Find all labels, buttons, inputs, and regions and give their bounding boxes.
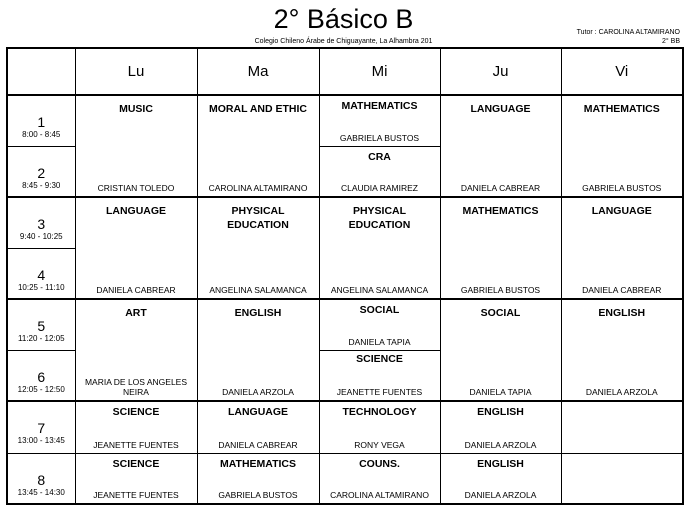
class-cell: [197, 197, 319, 299]
teacher-name: GABRIELA BUSTOS: [582, 183, 662, 193]
class-cell: [75, 95, 197, 197]
period-number: 8: [37, 471, 46, 488]
teacher-name: GABRIELA BUSTOS: [218, 490, 298, 500]
period-label-4: [7, 248, 75, 299]
class-cell: [75, 401, 197, 453]
subject-name: LANGUAGE: [227, 406, 289, 418]
period-time: 13:00 - 13:45: [17, 436, 65, 445]
period-row-5: [7, 299, 683, 350]
teacher-name: CAROLINA ALTAMIRANO: [330, 490, 429, 500]
class-cell: [440, 401, 561, 453]
teacher-name: DANIELA TAPIA: [469, 387, 532, 397]
subject-name: MORAL AND ETHIC: [209, 103, 307, 115]
day-header-row: [7, 48, 683, 95]
period-number: 7: [37, 420, 46, 436]
day-header-lu: Lu: [75, 48, 197, 95]
subject-name: LANGUAGE: [105, 205, 167, 217]
class-cell: [75, 299, 197, 401]
teacher-name: DANIELA CABREAR: [460, 183, 541, 193]
class-cell: [319, 401, 440, 453]
teacher-name: DANIELA CABREAR: [582, 285, 662, 295]
class-cell: [197, 453, 319, 504]
class-cell: [319, 453, 440, 504]
period-time: 13:45 - 14:30: [17, 487, 65, 497]
school-name: Colegio Chileno Árabe de Chiguayante, La Alhambra 201: [254, 38, 433, 45]
period-row-3: [7, 197, 683, 248]
teacher-name: JEANETTE FUENTES: [336, 387, 423, 397]
subject-name: TECHNOLOGY: [342, 406, 417, 418]
empty-cell: [561, 453, 683, 504]
day-header-mi: Mi: [319, 48, 440, 95]
class-cell: [319, 299, 440, 350]
teacher-name: DANIELA CABREAR: [96, 285, 176, 295]
teacher-name: DANIELA CABREAR: [218, 439, 298, 450]
subject-name: MATHEMATICS: [462, 205, 539, 217]
class-cell: [197, 401, 319, 453]
day-header-ju: Ju: [440, 48, 561, 95]
teacher-name: CRISTIAN TOLEDO: [97, 183, 175, 193]
period-number: 3: [37, 216, 46, 232]
teacher-name: DANIELA ARZOLA: [464, 439, 537, 450]
subject-name: SOCIAL: [480, 307, 521, 319]
teacher-name: GABRIELA BUSTOS: [460, 285, 541, 295]
period-number: 6: [37, 368, 46, 385]
day-header-vi: Vi: [561, 48, 683, 95]
teacher-name: DANIELA TAPIA: [348, 336, 411, 347]
subject-name: ENGLISH: [234, 307, 282, 319]
subject-name: ENGLISH: [477, 457, 524, 470]
period-label-8: [7, 453, 75, 504]
timetable: [6, 47, 684, 505]
schedule-title: 2° Básico B: [273, 4, 414, 34]
subject-name: LANGUAGE: [591, 205, 652, 217]
subject-name: MATHEMATICS: [583, 103, 660, 115]
period-number: 5: [37, 318, 46, 334]
period-number: 4: [37, 266, 46, 283]
period-row-1: [7, 95, 683, 146]
period-label-2: [7, 146, 75, 197]
day-header-ma: Ma: [197, 48, 319, 95]
subject-name: ENGLISH: [598, 307, 646, 319]
period-time: 9:40 - 10:25: [19, 232, 63, 241]
period-time: 8:00 - 8:45: [22, 130, 61, 139]
period-number: 1: [37, 114, 46, 130]
subject-name: MATHEMATICS: [219, 457, 297, 470]
period-time: 10:25 - 11:10: [17, 282, 65, 292]
class-cell: [440, 299, 561, 401]
teacher-name: GABRIELA BUSTOS: [339, 132, 420, 143]
teacher-name: JEANETTE FUENTES: [93, 490, 179, 500]
class-cell: [440, 453, 561, 504]
teacher-name: DANIELA ARZOLA: [585, 387, 658, 397]
tutor-info: [540, 28, 680, 46]
period-row-7: [7, 401, 683, 453]
teacher-name: MARIA DE LOS ANGELES NEIRA: [84, 377, 188, 397]
subject-name: ENGLISH: [477, 406, 524, 418]
teacher-name: DANIELA ARZOLA: [464, 490, 537, 500]
subject-name: SCIENCE: [112, 457, 160, 470]
class-cell: [440, 197, 561, 299]
class-cell: [561, 95, 683, 197]
subject-name: SCIENCE: [356, 352, 403, 365]
teacher-name: CAROLINA ALTAMIRANO: [208, 183, 308, 193]
subject-name: ART: [125, 307, 147, 319]
teacher-name: ANGELINA SALAMANCA: [330, 285, 429, 295]
period-time: 12:05 - 12:50: [17, 384, 65, 394]
subject-name: MATHEMATICS: [341, 100, 418, 112]
tutor-name: Tutor : CAROLINA ALTAMIRANO: [576, 29, 680, 36]
teacher-name: JEANETTE FUENTES: [93, 439, 179, 450]
class-cell: [561, 197, 683, 299]
period-label-1: [7, 95, 75, 146]
class-code: 2° BB: [662, 38, 680, 45]
class-cell: [319, 146, 440, 197]
period-time: 8:45 - 9:30: [22, 180, 61, 190]
class-cell: [319, 197, 440, 299]
subject-name: CRA: [368, 150, 391, 163]
period-label-5: [7, 299, 75, 350]
teacher-name: ANGELINA SALAMANCA: [209, 285, 307, 295]
teacher-name: RONY VEGA: [354, 439, 405, 450]
empty-cell: [561, 401, 683, 453]
class-cell: [197, 95, 319, 197]
period-row-8: [7, 453, 683, 504]
period-label-7: [7, 401, 75, 453]
class-cell: [561, 299, 683, 401]
class-cell: [197, 299, 319, 401]
class-cell: [75, 453, 197, 504]
class-cell: [319, 350, 440, 401]
period-number: 2: [37, 164, 46, 181]
teacher-name: DANIELA ARZOLA: [222, 387, 294, 397]
class-cell: [440, 95, 561, 197]
subject-name: COUNS.: [359, 457, 400, 470]
teacher-name: CLAUDIA RAMIREZ: [341, 183, 418, 193]
subject-name: PHYSICAL EDUCATION: [348, 205, 411, 231]
class-cell: [319, 95, 440, 146]
subject-name: PHYSICAL EDUCATION: [227, 205, 289, 231]
corner-cell: [7, 48, 75, 95]
subject-name: SOCIAL: [359, 304, 400, 316]
subject-name: LANGUAGE: [470, 103, 531, 115]
period-label-3: [7, 197, 75, 248]
subject-name: SCIENCE: [112, 406, 160, 418]
class-cell: [75, 197, 197, 299]
period-time: 11:20 - 12:05: [17, 334, 65, 343]
period-label-6: [7, 350, 75, 401]
subject-name: MUSIC: [119, 103, 153, 115]
